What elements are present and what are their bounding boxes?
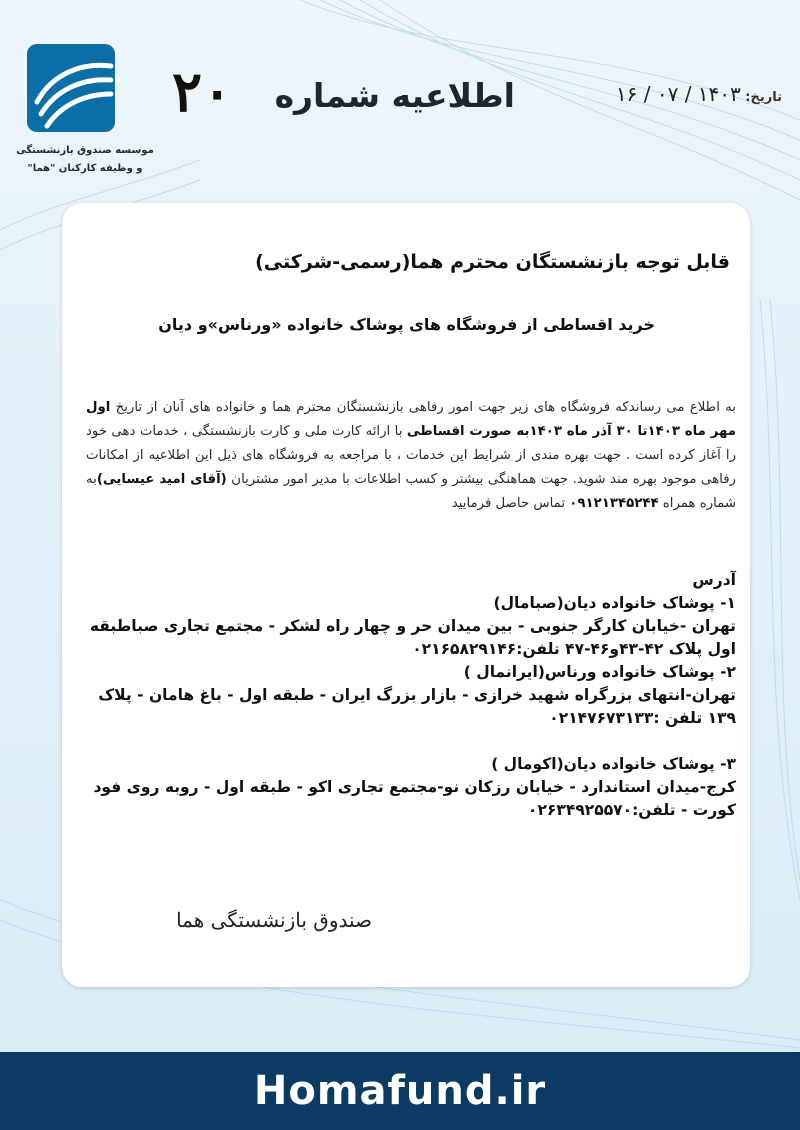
manager-phone: ۰۹۱۲۱۳۴۵۲۴۴ — [569, 496, 659, 511]
website-link[interactable]: Homafund.ir — [253, 1068, 547, 1114]
store1-name: ۱- پوشاک خانواده دیان(صبامال) — [493, 594, 736, 612]
paragraph-text-2: با ارائه کارت ملی و کارت بازنشستگی ، خدمات دهی خود را آغاز کرده است . جهت بهره مندی از شرایط این خدمات ، با مراجعه به فروشگاه های ذیل این اطلاعیه از امکانات رفاهی موجود بهره مند شوید. جهت هماهنگی بیشتر و کسب اطلاعات با مدیر امور مشتریان — [86, 424, 736, 487]
notice-title: اطلاعیه شماره — [274, 76, 515, 115]
organization-name-line2: و وظیفه کارکنان "هما" — [27, 163, 143, 174]
signature: صندوق بازنشستگی هما — [176, 908, 372, 932]
notice-date — [616, 82, 782, 106]
paragraph-text-4: تماس حاصل فرمایید — [451, 496, 570, 511]
organization-name-line1: موسسه صندوق بازنشستگی — [16, 145, 154, 156]
store1-address: تهران -خیابان کارگر جنوبی - بین میدان حر و چهار راه لشکر - مجتمع تجاری صباطبقه اول پلاک ۴۲-۴۳و۴۶-۴۷ تلفن:۰۲۱۶۵۸۲۹۱۴۶ — [89, 617, 736, 658]
store3-name: ۳- پوشاک خانواده دیان(اکومال ) — [491, 755, 736, 773]
date-value: ۱۴۰۳ / ۰۷ / ۱۶ — [615, 82, 741, 106]
store2-name: ۲- پوشاک خانواده ورناس(ایرانمال ) — [463, 663, 736, 681]
notice-paragraph — [86, 396, 736, 516]
store3-address: کرج-میدان استاندارد - خیابان رزکان نو-مجتمع تجاری اکو - طبقه اول - روبه روی فود کورت - تلفن:۰۲۶۳۴۹۲۵۵۷۰ — [93, 778, 736, 819]
store2-address: تهران-انتهای بزرگراه شهید خرازی - بازار بزرگ ایران - طبقه اول - باغ هامان - پلاک ۱۳۹ تلفن :۰۲۱۴۷۶۷۳۱۳۳ — [98, 686, 736, 727]
paragraph-date-range: اول مهر ماه ۱۴۰۳تا ۳۰ آذر ماه ۱۴۰۳به صورت اقساطی — [86, 400, 736, 439]
homafund-logo-icon — [27, 44, 115, 132]
address-gap — [76, 730, 736, 753]
manager-name: (آقای امید عیسایی) — [96, 472, 227, 487]
address-title: آدرس — [692, 571, 736, 589]
paragraph-text-1: به اطلاع می رساندکه فروشگاه های زیر جهت امور رفاهی بازنشستگان محترم هما و خانواده های آنان از تاریخ — [110, 400, 736, 415]
notice-number: ۲۰ — [172, 59, 233, 125]
organization-name — [10, 142, 160, 178]
notice-subheading: خرید اقساطی از فروشگاه های پوشاک خانواده «ورناس»و دیان — [158, 315, 655, 334]
notice-heading: قابل توجه بازنشستگان محترم هما(رسمی-شرکتی) — [255, 251, 730, 273]
notice-card — [62, 203, 750, 987]
address-section — [76, 569, 736, 822]
date-label: تاریخ: — [745, 90, 782, 105]
footer-bar — [0, 1052, 800, 1130]
paragraph-text-3: به شماره همراه — [86, 472, 736, 511]
